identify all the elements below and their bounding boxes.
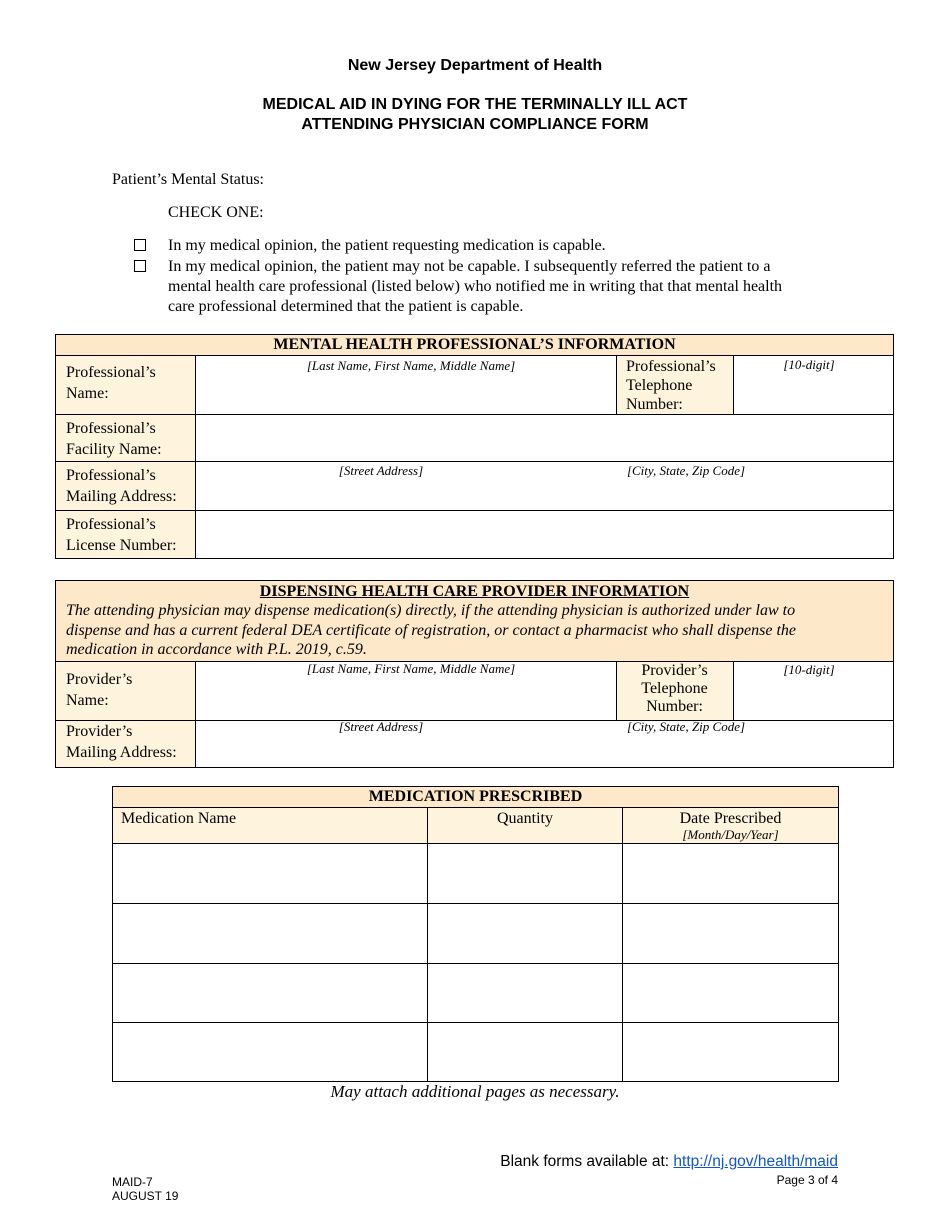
not-capable-option-line2: mental health care professional (listed below) who notified me in writing that that mental health xyxy=(168,278,783,295)
form-id: MAID-7 xyxy=(112,1175,153,1189)
professional-mailing-label: Professional’s Mailing Address: xyxy=(66,467,177,505)
professional-facility-field[interactable] xyxy=(196,415,893,461)
form-title-line2: ATTENDING PHYSICIAN COMPLIANCE FORM xyxy=(301,116,649,133)
dispensing-note: The attending physician may dispense medication(s) directly, if the attending physician is authorized under law to dispense and has a current federal DEA certificate of registration, or contact a pharmacist who shall dispense the medication in accordance with P.L. 2019, c.59. xyxy=(66,602,796,658)
capable-checkbox[interactable] xyxy=(134,239,146,251)
medication-section-title: MEDICATION PRESCRIBED xyxy=(368,788,583,805)
blank-forms-text: Blank forms available at: xyxy=(500,1153,674,1170)
dispensing-section-title: DISPENSING HEALTH CARE PROVIDER INFORMATION xyxy=(259,583,690,600)
quantity-cell[interactable] xyxy=(428,844,622,903)
provider-city-field[interactable]: [City, State, Zip Code] xyxy=(626,719,746,734)
not-capable-option-line1: In my medical opinion, the patient may not be capable. I subsequently referred the patient to a xyxy=(168,258,771,275)
not-capable-checkbox[interactable] xyxy=(134,260,146,272)
agency-name: New Jersey Department of Health xyxy=(347,57,603,74)
medication-name-cell[interactable] xyxy=(113,904,427,963)
date-prescribed-cell[interactable] xyxy=(623,964,838,1022)
quantity-cell[interactable] xyxy=(428,1023,622,1081)
check-one-instruction: CHECK ONE: xyxy=(168,204,264,221)
professional-street-field[interactable]: [Street Address] xyxy=(338,463,424,478)
mental-status-label: Patient’s Mental Status: xyxy=(112,171,264,188)
professional-license-field[interactable] xyxy=(196,511,893,558)
page-number: Page 3 of 4 xyxy=(776,1173,838,1187)
date-format-hint: [Month/Day/Year] xyxy=(682,827,779,842)
mhp-section-title: MENTAL HEALTH PROFESSIONAL’S INFORMATION xyxy=(273,336,676,353)
professional-phone-field[interactable]: [10-digit] xyxy=(783,357,835,372)
professional-phone-label: Professional’s Telephone Number: xyxy=(626,358,716,413)
forms-link[interactable]: http://nj.gov/health/maid xyxy=(673,1153,838,1170)
provider-name-label: Provider’s Name: xyxy=(66,671,133,709)
provider-phone-label: Provider’s Telephone Number: xyxy=(641,662,708,715)
provider-street-field[interactable]: [Street Address] xyxy=(338,719,424,734)
additional-pages-note: May attach additional pages as necessary. xyxy=(330,1082,620,1101)
provider-name-field[interactable]: [Last Name, First Name, Middle Name] xyxy=(306,661,516,676)
professional-facility-label: Professional’s Facility Name: xyxy=(66,420,162,458)
form-date: AUGUST 19 xyxy=(112,1189,179,1203)
date-prescribed-cell[interactable] xyxy=(623,904,838,963)
blank-forms-notice xyxy=(500,1153,838,1171)
capable-option-label: In my medical opinion, the patient requesting medication is capable. xyxy=(168,237,606,254)
medication-name-cell[interactable] xyxy=(113,964,427,1022)
date-prescribed-cell[interactable] xyxy=(623,1023,838,1081)
professional-name-field[interactable]: [Last Name, First Name, Middle Name] xyxy=(306,358,516,373)
not-capable-option-line3: care professional determined that the patient is capable. xyxy=(168,298,524,315)
professional-license-label: Professional’s License Number: xyxy=(66,516,177,554)
medication-name-cell[interactable] xyxy=(113,1023,427,1081)
medication-name-header: Medication Name xyxy=(121,810,237,827)
quantity-header: Quantity xyxy=(497,810,553,827)
provider-mailing-label: Provider’s Mailing Address: xyxy=(66,723,177,761)
form-title-line1: MEDICAL AID IN DYING FOR THE TERMINALLY ILL ACT xyxy=(262,96,688,113)
dispensing-provider-table xyxy=(55,580,894,768)
provider-phone-field[interactable]: [10-digit] xyxy=(783,662,835,677)
quantity-cell[interactable] xyxy=(428,904,622,963)
mental-health-professional-table xyxy=(55,334,894,559)
medication-name-cell[interactable] xyxy=(113,844,427,903)
date-prescribed-cell[interactable] xyxy=(623,844,838,903)
date-prescribed-header: Date Prescribed xyxy=(679,810,782,827)
professional-city-field[interactable]: [City, State, Zip Code] xyxy=(626,463,746,478)
quantity-cell[interactable] xyxy=(428,964,622,1022)
medication-table xyxy=(112,786,839,1082)
professional-name-label: Professional’s Name: xyxy=(66,364,156,402)
